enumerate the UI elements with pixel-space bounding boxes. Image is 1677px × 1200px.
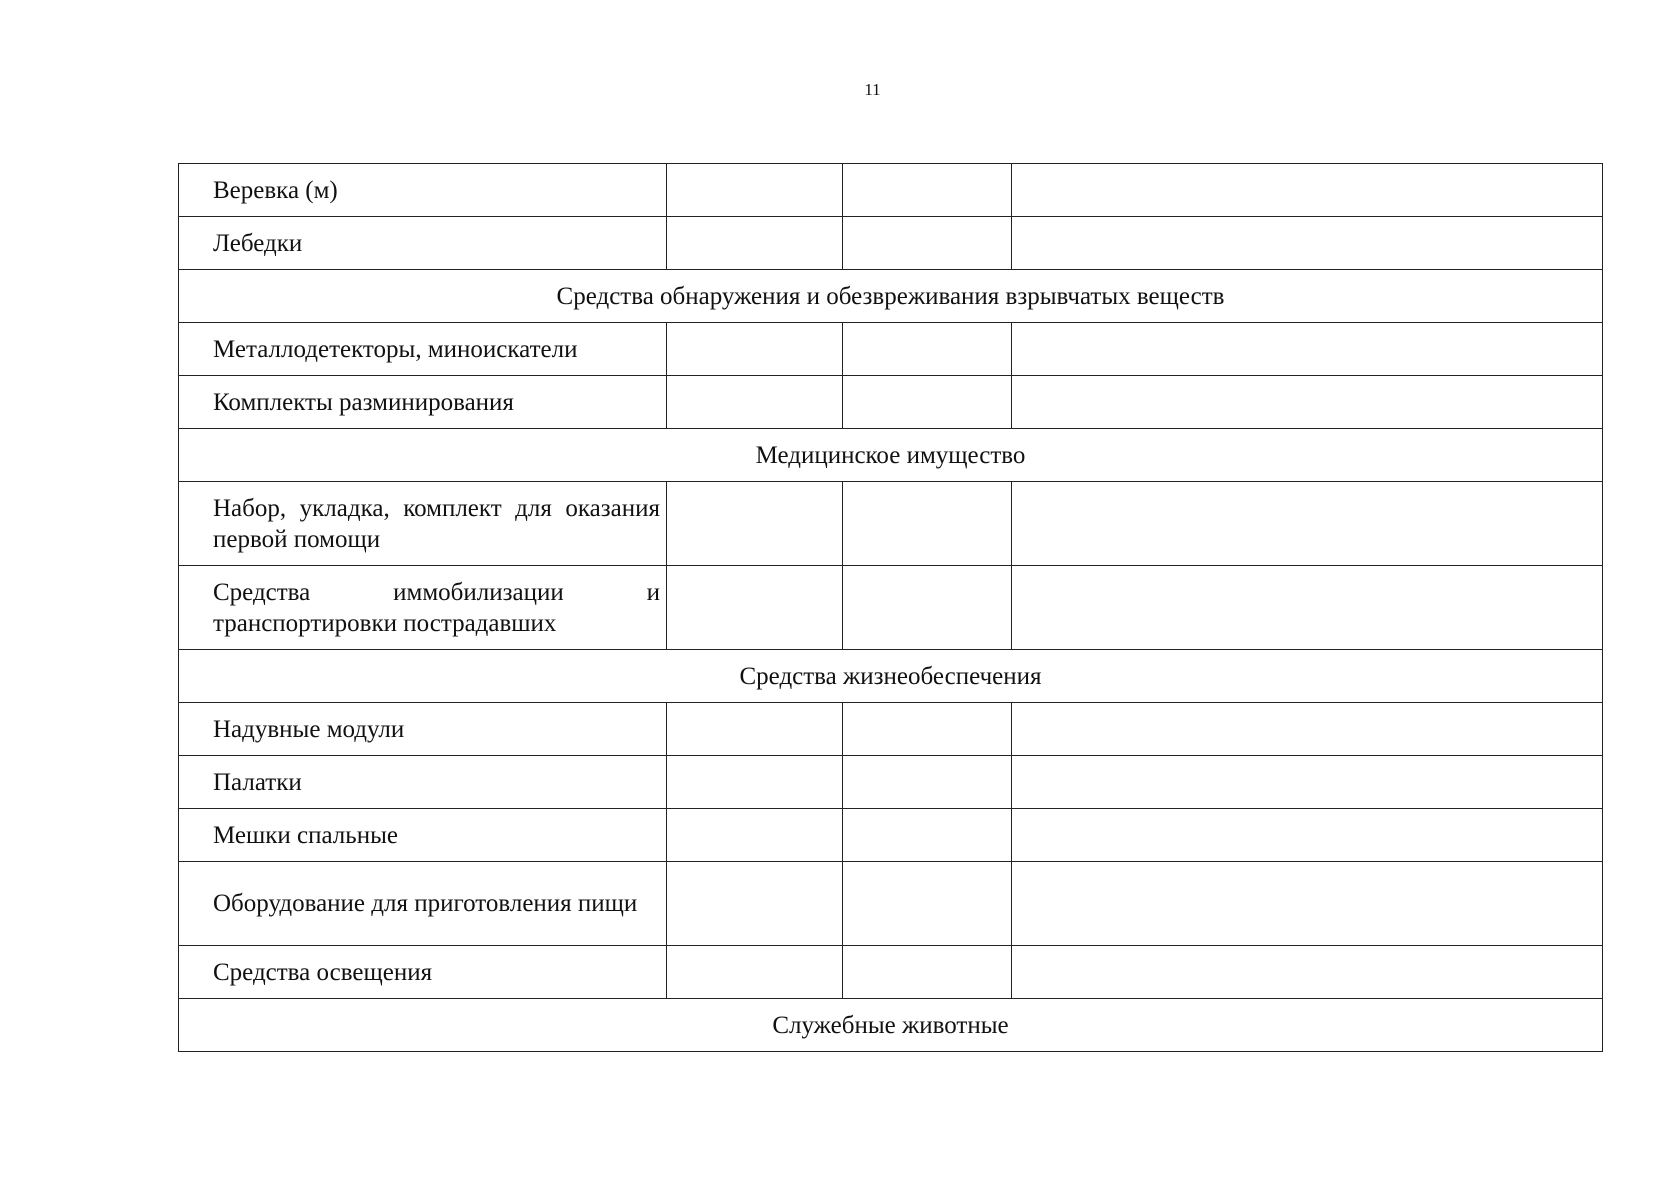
- empty-cell: [667, 756, 843, 809]
- empty-cell: [667, 164, 843, 217]
- empty-cell: [843, 482, 1012, 566]
- empty-cell: [667, 566, 843, 650]
- empty-cell: [1012, 566, 1603, 650]
- table-row: [179, 862, 1603, 946]
- item-name-cell: Надувные модули: [179, 703, 667, 756]
- empty-cell: [1012, 703, 1603, 756]
- item-name-cell: Веревка (м): [179, 164, 667, 217]
- table-row: [179, 703, 1603, 756]
- empty-cell: [843, 376, 1012, 429]
- item-name-cell: Набор, укладка, комплект для оказания первой помощи: [179, 482, 667, 566]
- empty-cell: [667, 703, 843, 756]
- section-heading: Медицинское имущество: [179, 429, 1603, 482]
- equipment-table: [178, 163, 1603, 1052]
- table-row: [179, 164, 1603, 217]
- table-row: [179, 809, 1603, 862]
- empty-cell: [843, 323, 1012, 376]
- section-heading: Средства обнаружения и обезвреживания взрывчатых веществ: [179, 270, 1603, 323]
- empty-cell: [843, 862, 1012, 946]
- section-row: [179, 429, 1603, 482]
- table-row: [179, 217, 1603, 270]
- empty-cell: [667, 862, 843, 946]
- item-name-cell: Средства освещения: [179, 946, 667, 999]
- empty-cell: [1012, 376, 1603, 429]
- empty-cell: [667, 323, 843, 376]
- empty-cell: [1012, 862, 1603, 946]
- empty-cell: [1012, 756, 1603, 809]
- section-heading: Служебные животные: [179, 999, 1603, 1052]
- empty-cell: [843, 566, 1012, 650]
- empty-cell: [1012, 323, 1603, 376]
- section-row: [179, 999, 1603, 1052]
- empty-cell: [667, 946, 843, 999]
- empty-cell: [1012, 946, 1603, 999]
- empty-cell: [1012, 217, 1603, 270]
- table-row: [179, 566, 1603, 650]
- item-name-cell: Комплекты разминирования: [179, 376, 667, 429]
- empty-cell: [843, 217, 1012, 270]
- section-row: [179, 650, 1603, 703]
- table-row: [179, 376, 1603, 429]
- empty-cell: [667, 376, 843, 429]
- item-name-cell: Палатки: [179, 756, 667, 809]
- item-name-cell: Лебедки: [179, 217, 667, 270]
- item-name-cell: Металлодетекторы, миноискатели: [179, 323, 667, 376]
- empty-cell: [667, 482, 843, 566]
- empty-cell: [667, 809, 843, 862]
- item-name-cell: Мешки спальные: [179, 809, 667, 862]
- page-number: 11: [864, 80, 881, 99]
- table-row: [179, 946, 1603, 999]
- section-heading: Средства жизнеобеспечения: [179, 650, 1603, 703]
- item-name-cell: Оборудование для приготовления пищи: [179, 862, 667, 946]
- empty-cell: [843, 946, 1012, 999]
- empty-cell: [843, 809, 1012, 862]
- empty-cell: [667, 217, 843, 270]
- empty-cell: [843, 703, 1012, 756]
- empty-cell: [1012, 164, 1603, 217]
- empty-cell: [843, 756, 1012, 809]
- empty-cell: [843, 164, 1012, 217]
- table-row: [179, 323, 1603, 376]
- table-row: [179, 756, 1603, 809]
- table-row: [179, 482, 1603, 566]
- section-row: [179, 270, 1603, 323]
- empty-cell: [1012, 482, 1603, 566]
- empty-cell: [1012, 809, 1603, 862]
- item-name-cell: Средства иммобилизации и транспортировки пострадавших: [179, 566, 667, 650]
